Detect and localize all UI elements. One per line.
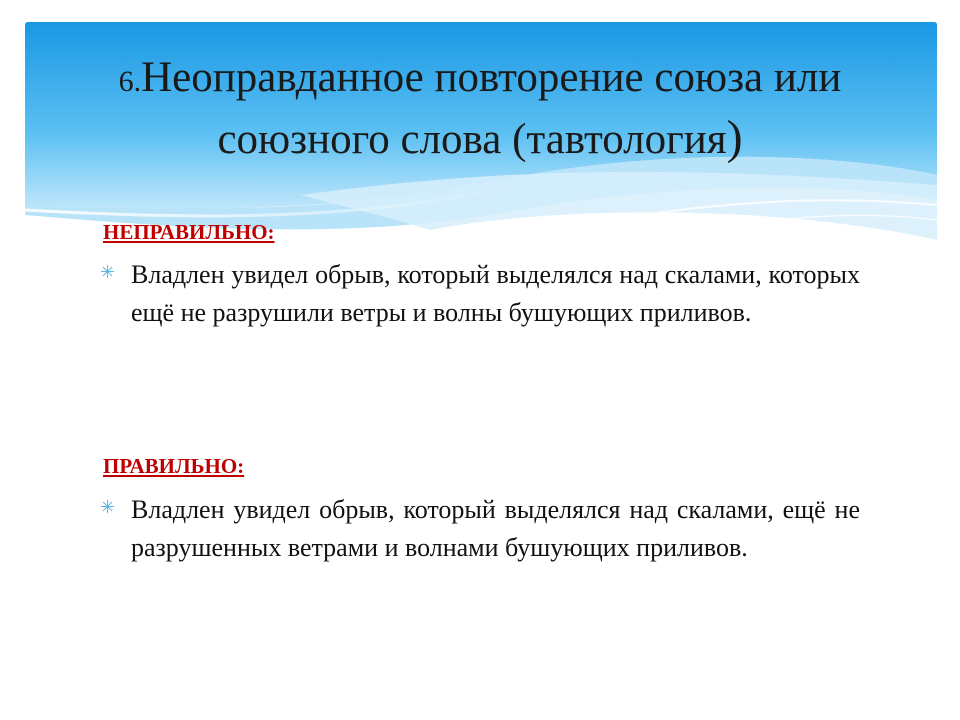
title-line-2-text: союзного слова (тавтология (217, 116, 727, 163)
slide-title (60, 50, 900, 168)
incorrect-example (100, 256, 860, 332)
title-closing-paren: ) (726, 111, 743, 164)
title-number: 6. (118, 65, 142, 98)
incorrect-example-text: Владлен увидел обрыв, который выделялся над скалами, которых ещё не разрушили ветры и волны бушующих приливов. (131, 260, 860, 327)
correct-example (100, 491, 860, 567)
title-line-1 (60, 50, 900, 110)
bullet-icon: ✳ (100, 262, 116, 283)
incorrect-label: НЕПРАВИЛЬНО: (103, 220, 275, 244)
correct-example-text: Владлен увидел обрыв, который выделялся над скалами, ещё не разрушенных ветрами и волнами бушующих приливов. (131, 495, 860, 562)
title-line-1-text: Неоправданное повторение союза или (141, 54, 842, 101)
title-line-2 (60, 110, 900, 168)
correct-label: ПРАВИЛЬНО: (103, 454, 245, 478)
bullet-icon: ✳ (100, 497, 116, 518)
